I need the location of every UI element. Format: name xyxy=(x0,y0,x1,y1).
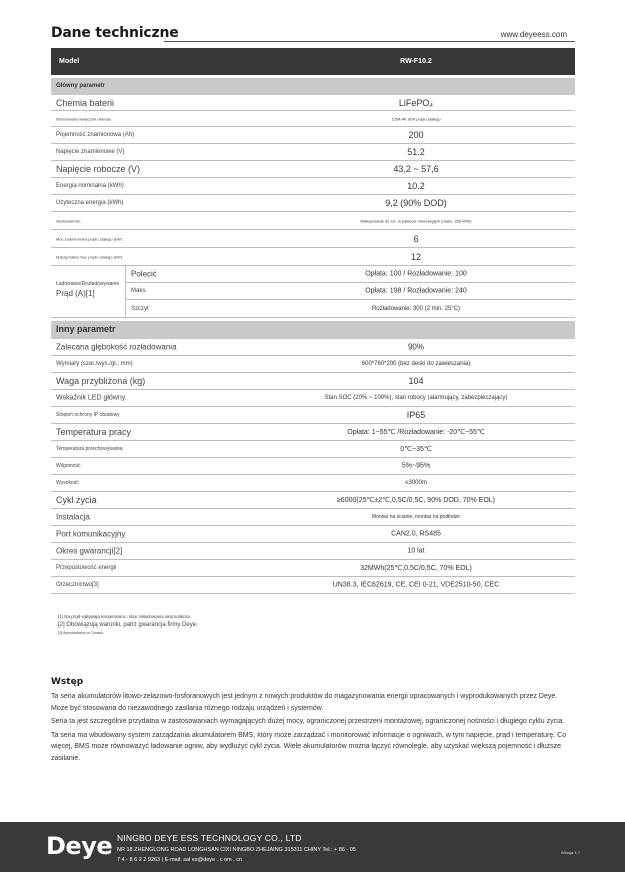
row-label: Napięcie robocze (V) xyxy=(56,164,141,174)
row-value: UN38.3, IEC62619, CE, CEI 0-21, VDE2510-50, CEC xyxy=(332,581,500,589)
table-row xyxy=(51,339,575,356)
footnote: [2] Obowiązują warunki, patrz gwarancja firmy Deye. xyxy=(58,622,198,628)
page-header xyxy=(51,25,575,45)
row-label: Orzecznictwo[3] xyxy=(56,582,99,588)
table-row xyxy=(51,161,575,178)
row-label: Wilgotność xyxy=(56,463,81,469)
row-value: 5%~95% xyxy=(401,462,431,470)
row-label: Moc znamionowa prądu stałego (kW) xyxy=(56,236,123,241)
row-value: CAN2.0, RS485 xyxy=(391,530,441,538)
model-row xyxy=(51,48,575,75)
footnote: [3] Wprowadzenie w Chinach xyxy=(58,631,104,635)
section-main-parameters xyxy=(51,78,575,95)
row-value: 32MWh(25℃,0,5C/0,5C, 70% EOL) xyxy=(360,565,472,572)
page-title: Dane techniczne xyxy=(51,25,179,41)
section-heading: Wstęp xyxy=(51,677,84,687)
row-label: Cykl życia xyxy=(56,495,97,505)
paragraph: Seria ta jest szczególnie przydatna w zastosowaniach wymagających dużej mocy, ograniczonej przestrzeni montażowej, ograniczonej nośności i długiego cyklu życia. xyxy=(51,718,565,725)
table-row xyxy=(51,356,575,373)
table-row xyxy=(51,424,575,441)
table-row xyxy=(51,248,575,266)
table-row xyxy=(51,195,575,212)
table-row xyxy=(51,560,575,577)
current-label-line1: Ładowanie/Rozładowywanie xyxy=(56,281,120,287)
row-value: 0℃~35℃ xyxy=(400,446,432,453)
company-name: NINGBO DEYE ESS TECHNOLOGY CO., LTD xyxy=(117,833,302,843)
row-value: 6 xyxy=(413,233,419,244)
row-label: Stopień ochrony IP obudowy xyxy=(56,412,120,418)
website-url[interactable]: www.deyeess.com xyxy=(500,30,567,39)
table-row xyxy=(51,475,575,492)
table-row xyxy=(51,144,575,161)
row-value: 12 xyxy=(410,251,421,262)
table-row xyxy=(51,526,575,543)
page-footer xyxy=(0,822,625,872)
row-value: Montaż na ścianie, montaż na podłodze xyxy=(371,514,461,520)
row-value: Stan SOC (20% ~ 100%), stan robocy (alarmujący, zabezpieczający) xyxy=(324,395,508,401)
table-row xyxy=(51,95,575,111)
row-label: Energia nominalna (kWh) xyxy=(56,183,124,189)
table-row xyxy=(51,230,575,248)
row-value: LiFePO₄ xyxy=(398,97,434,108)
row-label: Wskaźnik LED główny xyxy=(56,394,126,402)
row-label: Port komunikacyjny xyxy=(56,529,126,539)
table-row xyxy=(51,127,575,144)
row-value: 600*760*200 (bez deski do zawieszania) xyxy=(361,361,471,367)
row-value: 9,2 (90% DOD) xyxy=(385,198,447,208)
table-row xyxy=(51,543,575,560)
introduction-section xyxy=(51,677,576,766)
table-row xyxy=(51,111,575,127)
row-label: Skalowalność xyxy=(56,218,81,223)
subrow-value: Opłata: 100 / Rozładowanie: 100 xyxy=(365,270,467,278)
row-value: 43,2 ~ 57,6 xyxy=(393,164,439,174)
table-row xyxy=(51,509,575,526)
row-label: Temperatura przechowywania xyxy=(56,446,123,452)
footnotes xyxy=(58,614,558,638)
document-version: Wersja 1.7 xyxy=(560,850,580,855)
row-label: Przepustowość energii xyxy=(56,565,117,571)
subrow-value: Opłata: 198 / Rozładowanie: 240 xyxy=(365,287,467,295)
row-label: Chemia baterii xyxy=(56,97,115,108)
section-title: Główny parametr xyxy=(56,83,106,89)
current-subrow xyxy=(125,283,575,300)
table-row xyxy=(51,458,575,475)
table-row xyxy=(51,373,575,390)
row-label: Temperatura pracy xyxy=(56,427,132,437)
current-subrow xyxy=(125,300,575,317)
row-value: 90% xyxy=(407,342,424,352)
table-row xyxy=(51,492,575,509)
row-value: Maksymalnie 32 szt. w pakiecie równoległym (maks. 326 kWh) xyxy=(360,218,472,223)
subrow-label: Polecić xyxy=(131,269,157,279)
model-label: Model xyxy=(59,58,80,65)
row-value: Opłata: 1~55℃ /Rozładowanie: -20℃~55℃ xyxy=(347,429,485,436)
row-value: 10.2 xyxy=(407,181,425,191)
row-value: 125A 4P, 60V prądu stałego xyxy=(391,116,441,121)
row-label: Użyteczna energia (kWh) xyxy=(56,200,124,206)
row-label: Wysokość xyxy=(56,480,79,486)
footnote: [1] Na prąd wpływają temperatura i stan naładowania akumulatora. xyxy=(58,614,192,619)
row-value: IP65 xyxy=(406,410,426,420)
deye-logo: Deye xyxy=(46,832,113,860)
paragraph: Ta seria akumulatorów litowo-żelazowo-fosforanowych jest jednym z nowych produktów do magazynowania energii opracowanych i wyprodukowanych przez Deye. Może być stosowana do niezawodnego zasilania różnego rodzaju urządzeń i systemów. xyxy=(51,693,558,712)
row-value: 51.2 xyxy=(407,147,425,157)
section-other-parameters xyxy=(51,321,575,339)
subrow-value: Rozładowanie: 300 (2 min, 25°C) xyxy=(371,305,461,312)
current-label xyxy=(56,281,119,298)
row-value: ≤3000m xyxy=(405,480,427,486)
spec-table xyxy=(51,48,575,594)
row-label: Zalecana głębokość rozładowania xyxy=(56,342,177,352)
table-row xyxy=(51,577,575,594)
model-value: RW-F10.2 xyxy=(400,58,432,65)
section-title: Inny parametr xyxy=(56,324,116,334)
row-label: Maksymalna moc prądu stałego (kW) xyxy=(56,254,123,259)
row-label: Instalacja xyxy=(56,512,90,522)
row-label: Wymiary (szer./wys./gł., mm) xyxy=(56,361,133,367)
table-row xyxy=(51,441,575,458)
current-label-line2: Prąd (A)[1] xyxy=(56,289,95,298)
header-rule xyxy=(164,41,575,42)
table-row xyxy=(51,390,575,407)
subrow-label: Maks. xyxy=(131,288,148,294)
subrow-label: Szczyt xyxy=(131,305,149,312)
row-value: 200 xyxy=(408,130,424,140)
row-label: Okres gwarancji[2] xyxy=(56,546,123,556)
company-address: NR 18 ZHENGLONG ROAD LONGHSAN CIXI NINGBO ZHEJAING 315311 CHINY Tel.: + 86 - 05 xyxy=(117,847,356,853)
row-label: Napięcie znamionowe (V) xyxy=(56,149,125,155)
current-subrow xyxy=(125,266,575,283)
row-label: Wbudowany wyłącznik obwodu xyxy=(56,116,112,121)
paragraph: Ta seria ma wbudowany system zarządzania akumulatorem BMS, który może zarządzać i monitorować informacje o ogniwach, w tym napięcie, prąd i temperaturę. Co więcej, BMS może równoważyć ładowanie ogniw, aby wydłużyć cykl życia. Wiele akumulatorów można łączyć równolegle, aby uzyskać większą pojemność i dłuższe zasilanie. xyxy=(51,731,567,762)
row-value: 10 lat xyxy=(407,547,425,555)
row-value: 104 xyxy=(408,376,424,386)
table-row xyxy=(51,178,575,195)
table-row xyxy=(51,212,575,230)
company-contact[interactable]: 7 4 - 8 6 2 2 9263 | E-mail: sal es@deye . c om . cn xyxy=(117,857,243,863)
row-value: ≥6000(25℃±2℃,0,5C/0,5C, 90% DOD, 70% EOL) xyxy=(336,497,496,504)
table-row xyxy=(51,407,575,424)
charge-discharge-current-block xyxy=(51,266,575,318)
row-label: Waga przybliżona (kg) xyxy=(56,376,146,386)
row-label: Pojemność znamionowa (Ah) xyxy=(56,132,135,138)
